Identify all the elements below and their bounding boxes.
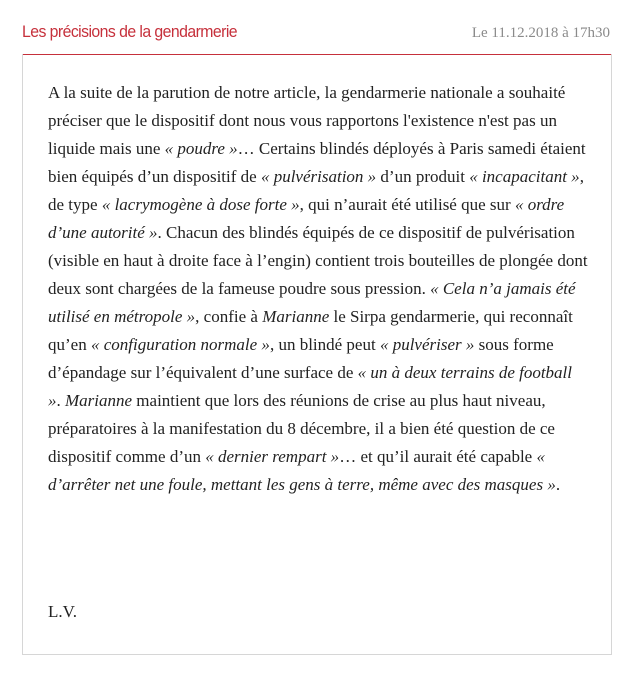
italic-quote: « lacrymogène à dose forte » (101, 195, 300, 214)
article-card (22, 54, 612, 655)
text-run: sous forme d’épandage sur l’équivalent d’une surface de (48, 335, 554, 382)
text-run: , de type (48, 167, 584, 214)
text-run: . (555, 475, 561, 494)
text-run: , un blindé peut (269, 335, 380, 354)
text-run: . Chacun des blindés équipés de ce dispositif de pulvérisation (visible en haut à droite face à l’engin) contient trois bouteilles de plongée dont deux sont chargées de la fameuse poudre sous pression. (48, 223, 588, 298)
text-run: , confie à (195, 307, 263, 326)
text-run: … et qu’il aurait été capable (339, 447, 537, 466)
italic-quote: Marianne (262, 307, 330, 326)
italic-quote: « pulvérisation » (260, 167, 377, 186)
text-run: A la suite de la parution de notre article, la gendarmerie nationale a souhaité préciser que le dispositif dont nous vous rapportons l'existence n'est pas un liquide mais une (48, 83, 566, 158)
italic-quote: « un à deux terrains de football » (48, 363, 573, 410)
text-run: d’un produit (376, 167, 470, 186)
text-run: … Certains blindés déployés à Paris samedi étaient bien équipés d’un dispositif de (48, 139, 586, 186)
text-run: , qui n’aurait été utilisé que sur (299, 195, 515, 214)
text-run: le Sirpa gendarmerie, qui reconnaît qu’en (48, 307, 573, 354)
italic-quote: « poudre » (164, 139, 238, 158)
text-run: maintient que lors des réunions de crise au plus haut niveau, préparatoires à la manifestation du 8 décembre, il a bien été question de ce dispositif comme d’un (48, 391, 555, 466)
italic-quote: Marianne (65, 391, 133, 410)
article-header (22, 18, 612, 55)
italic-quote: « ordre d’une autorité » (48, 195, 565, 242)
article-body (48, 79, 588, 499)
section-title: Les précisions de la gendarmerie (22, 22, 238, 41)
italic-quote: « incapacitant » (469, 167, 580, 186)
author-signature: L.V. (48, 602, 77, 621)
italic-quote: « d’arrêter net une foule, mettant les gens à terre, même avec des masques » (48, 447, 556, 494)
italic-quote: « Cela n’a jamais été utilisé en métropole » (48, 279, 576, 326)
text-run: . (56, 391, 65, 410)
italic-quote: « pulvériser » (379, 335, 475, 354)
publish-date: Le 11.12.2018 à 17h30 (471, 25, 610, 41)
italic-quote: « configuration normale » (90, 335, 270, 354)
italic-quote: « dernier rempart » (205, 447, 340, 466)
